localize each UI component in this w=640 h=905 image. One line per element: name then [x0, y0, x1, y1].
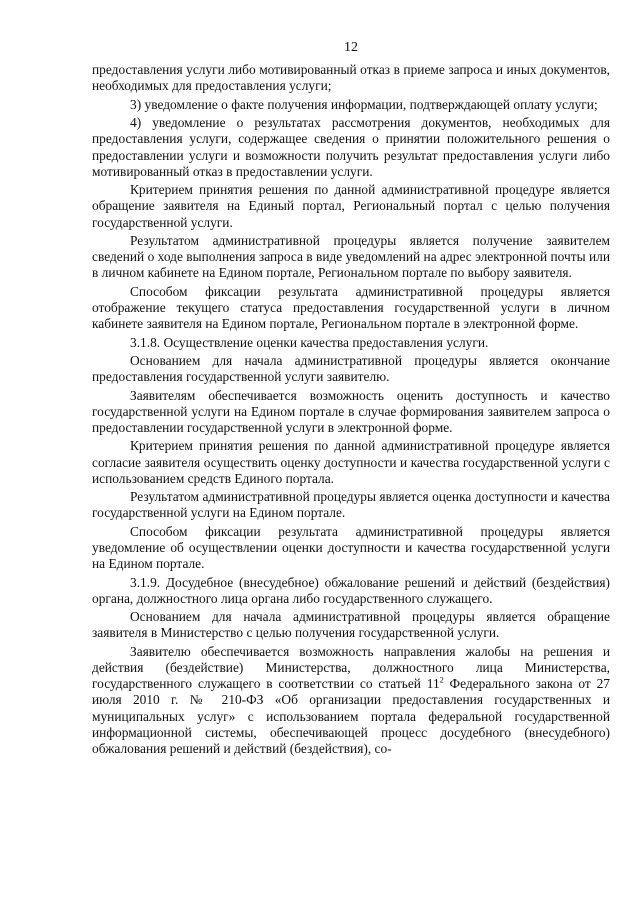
paragraph: 3) уведомление о факте получения информации, подтверждающей оплату услуги; [130, 96, 598, 112]
text-run: Федерального закона от 27 июля 2010 г. № 210-ФЗ «Об организации предоставления государственных и муниципальных услуг» с использованием портала федеральной государственной информационной системы, обеспечивающей процесс досудебного (внесудебного) обжалования решений и действий (бездействия), со- [92, 676, 610, 756]
paragraph: Способом фиксации результата административной процедуры является уведомление об осуществлении оценки доступности и качества государственной услуги на Едином портале. [92, 523, 610, 572]
paragraph: Критерием принятия решения по данной административной процедуре является согласие заявителя осуществить оценку доступности и качества государственной услуги с использованием средств Единого портала. [92, 438, 610, 486]
superscript: 2 [439, 675, 444, 685]
paragraph: Основанием для начала административной процедуры является обращение заявителя в Министерство с целью получения государственной услуги. [92, 609, 610, 641]
paragraph: Результатом административной процедуры является получение заявителем сведений о ходе выполнения запроса в виде уведомлений на адрес электронной почты или в личном кабинете на Едином портале, Региональном портале по выбору заявителя. [92, 232, 610, 281]
page-number: 12 [344, 40, 358, 55]
section-heading: 3.1.8. Осуществление оценки качества предоставления услуги. [130, 334, 489, 350]
text-run: Заявителю обеспечивается возможность направления жалобы на решения и действия (бездействие) Министерства, должностного лица Министерства, государственного служащего в соответствии со статьей 11 [92, 643, 610, 692]
paragraph: Критерием принятия решения по данной административной процедуре является обращение заявителя на Единый портал, Региональный портал с целью получения государственной услуги. [92, 182, 610, 230]
paragraph: Способом фиксации результата административной процедуры является отображение текущего статуса предоставления государственной услуги в личном кабинете заявителя на Едином портале, Региональном портале в электронной форме. [92, 283, 610, 332]
paragraph: предоставления услуги либо мотивированный отказ в приеме запроса и иных документов, необходимых для предоставления услуги; [92, 62, 610, 94]
section-heading: 3.1.9. Досудебное (внесудебное) обжалование решений и действий (бездействия) органа, должностного лица органа либо государственного служащего. [92, 574, 610, 606]
paragraph: Заявителям обеспечивается возможность оценить доступность и качество государственной услуги на Едином портале в случае формирования заявителем запроса о предоставлении государственной услуги в электронной форме. [92, 387, 610, 435]
paragraph: Результатом административной процедуры является оценка доступности и качества государственной услуги на Едином портале. [92, 489, 610, 521]
paragraph [92, 644, 610, 757]
paragraph: 4) уведомление о результатах рассмотрения документов, необходимых для предоставления услуги, содержащее сведения о принятии положительного решения о предоставлении услуги и возможности получить результат предоставления услуги либо мотивированный отказ в предоставлении услуги. [92, 115, 610, 179]
document-page [92, 40, 610, 759]
paragraph: Основанием для начала административной процедуры является окончание предоставления государственной услуги заявителю. [92, 352, 610, 385]
